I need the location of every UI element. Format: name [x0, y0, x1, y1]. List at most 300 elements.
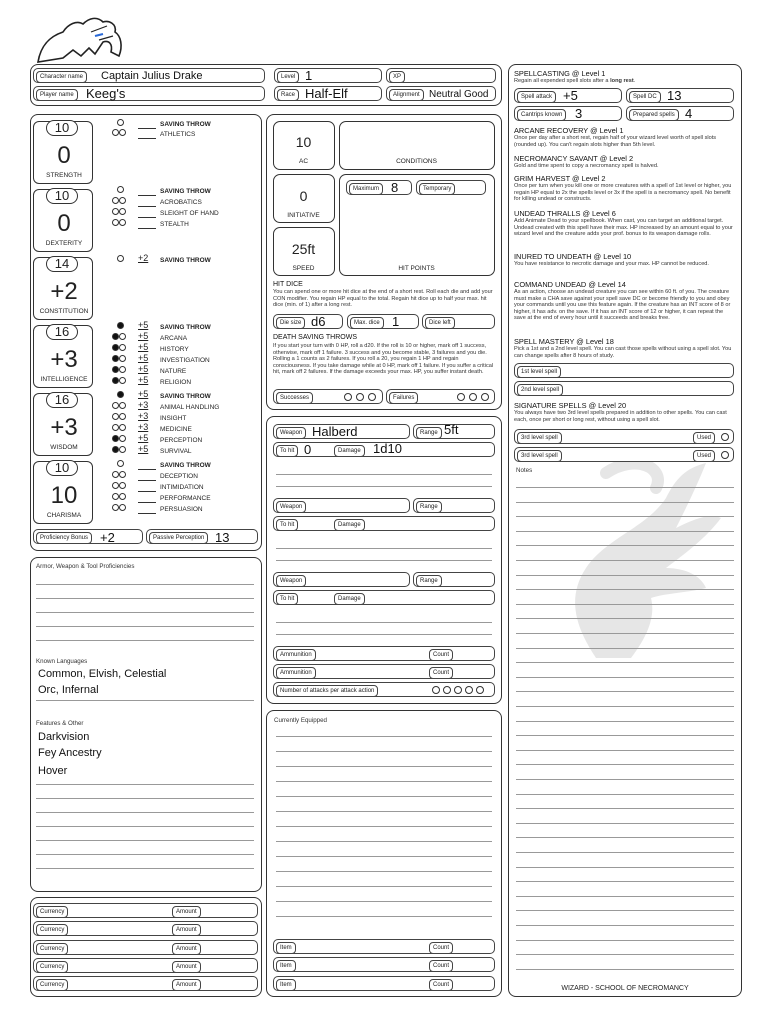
grim-harvest-text: Once per turn when you kill one or more creatures with a spell of 1st level or higher, you regain HP equal to 2x the spells level or 3x if the spell is a necromancy spell. No benefit for killing undead or constructs. [514, 183, 732, 203]
ammunition-2-field[interactable] [273, 664, 495, 679]
command-undead-title: COMMAND UNDEAD @ Level 14 [514, 280, 626, 289]
spellcasting-subtitle [514, 78, 734, 85]
weapon-note-line[interactable] [276, 486, 492, 487]
failure-circle[interactable] [481, 393, 489, 401]
language-line-1: Common, Elvish, Celestial [38, 668, 167, 680]
tohit-3-field[interactable] [273, 590, 495, 605]
survival-dots[interactable] [112, 446, 126, 453]
feature-line[interactable] [36, 854, 254, 855]
notes-line[interactable] [516, 764, 734, 765]
notes-line[interactable] [516, 531, 734, 532]
grim-harvest-title: GRIM HARVEST @ Level 2 [514, 174, 606, 183]
count-label: Count [429, 667, 453, 679]
attacks-field[interactable] [273, 682, 495, 697]
first-level-spell-field[interactable] [514, 363, 734, 378]
character-name-field[interactable] [33, 68, 265, 83]
hp-maximum-value: 8 [391, 180, 399, 195]
race-field[interactable] [274, 86, 382, 101]
spell-dc-field[interactable] [626, 88, 734, 103]
dex-saving-throw: SAVING THROW [160, 188, 211, 195]
charisma-label: CHARISMA [46, 512, 82, 519]
attack-circle[interactable] [454, 686, 462, 694]
race-label: Race [277, 89, 299, 101]
constitution-modifier: +2 [50, 278, 78, 305]
charisma-score[interactable]: 10 [46, 460, 78, 476]
prepared-field[interactable] [626, 106, 734, 121]
amount-label: Amount [172, 961, 201, 973]
equipment-line[interactable] [276, 736, 492, 737]
spell-dc-value: 13 [667, 88, 682, 103]
spellcasting-subtitle-end: . [633, 78, 636, 84]
ac-label: AC [298, 158, 309, 165]
arcana-dots[interactable] [112, 333, 126, 340]
hp-temporary-field[interactable] [416, 180, 486, 195]
currency-row[interactable] [33, 958, 258, 973]
dice-left-label: Dice left [425, 317, 455, 329]
equipment-line[interactable] [276, 901, 492, 902]
weapon-1-name: Halberd [312, 424, 358, 439]
skill-religion: RELIGION [160, 379, 192, 386]
skill-animal-handling: ANIMAL HANDLING [160, 404, 220, 411]
initiative-label: INITIATIVE [287, 212, 320, 219]
hit-points-box[interactable] [339, 174, 495, 276]
notes-line[interactable] [516, 779, 734, 780]
currently-equipped-label: Currently Equipped [274, 717, 327, 724]
notes-line[interactable] [516, 502, 734, 503]
count-label: Count [429, 649, 453, 661]
max-dice-value: 1 [392, 314, 400, 329]
alignment-label: Alignment [389, 89, 424, 101]
currency-row[interactable] [33, 976, 258, 991]
skill-persuasion: PERSUASION [160, 506, 203, 513]
initiative-box[interactable] [273, 174, 335, 223]
skill-acrobatics: ACROBATICS [160, 199, 202, 206]
religion-dots[interactable] [112, 377, 126, 384]
level-field[interactable] [274, 68, 382, 83]
feature-line-3: Hover [38, 765, 68, 777]
dex-save-dot[interactable] [117, 186, 124, 193]
spellcasting-subtitle-start: Regain all expended spell slots after a [514, 78, 611, 84]
notes-line[interactable] [516, 794, 734, 795]
prepared-value: 4 [685, 106, 693, 121]
equipment-line[interactable] [276, 856, 492, 857]
spell-attack-field[interactable] [514, 88, 622, 103]
str-saving-throw: SAVING THROW [160, 121, 211, 128]
notes-line[interactable] [516, 954, 734, 955]
insight-dots[interactable] [112, 413, 126, 420]
hp-maximum-field[interactable] [346, 180, 412, 195]
intelligence-box [33, 325, 93, 388]
intelligence-score[interactable]: 16 [46, 324, 78, 340]
notes-line[interactable] [516, 648, 734, 649]
cantrips-value: 3 [575, 106, 583, 121]
feature-line-1: Darkvision [38, 731, 90, 743]
necromancy-savant-title: NECROMANCY SAVANT @ Level 2 [514, 154, 634, 163]
ammunition-label: Ammunition [276, 667, 316, 679]
investigation-dots[interactable] [112, 355, 126, 362]
notes-line[interactable] [516, 969, 734, 970]
range-label: Range [416, 575, 442, 587]
max-dice-label: Max. dice [350, 317, 384, 329]
nature-value: +5 [138, 364, 149, 374]
intelligence-modifier: +3 [50, 346, 78, 373]
skill-athletics: ATHLETICS [160, 131, 196, 138]
survival-value: +5 [138, 444, 149, 454]
success-circle[interactable] [368, 393, 376, 401]
damage-label: Damage [334, 593, 365, 605]
weapon-label: Weapon [276, 575, 306, 587]
skill-nature: NATURE [160, 368, 187, 375]
notes-line[interactable] [516, 560, 734, 561]
max-dice-field[interactable] [347, 314, 419, 329]
cantrips-label: Cantrips known [517, 109, 566, 121]
equipment-line[interactable] [276, 871, 492, 872]
dexterity-label: DEXTERITY [45, 240, 83, 247]
proficiency-line[interactable] [36, 626, 254, 627]
death-saves-text: If you start your turn with 0 HP, roll a d20. If the roll is 10 or higher, mark off 1 success, otherwise, mark off 1 failure. 3 success and you become stable, 3 failures and you die. Rolling a 1 counts as 2 failures. If you roll a 20, you regain 1 HP and regain consciousness. If you take damage while at 0 HP, mark off 1 failure. If you suffer a critical hit, mark off 2 failures. If the damage exceeds your max. HP, you suffer instant death. [273, 343, 494, 376]
notes-line[interactable] [516, 837, 734, 838]
notes-line[interactable] [516, 487, 734, 488]
proficiency-line[interactable] [36, 598, 254, 599]
arcane-recovery-title: ARCANE RECOVERY @ Level 1 [514, 126, 624, 135]
character-name-value: Captain Julius Drake [101, 70, 203, 82]
attack-circle[interactable] [443, 686, 451, 694]
level-label: Level [277, 71, 299, 83]
spell-attack-value: +5 [563, 88, 578, 103]
race-value: Half-Elf [305, 86, 348, 101]
weapon-label: Weapon [276, 427, 306, 439]
range-3-field[interactable] [413, 572, 495, 587]
notes-line[interactable] [516, 691, 734, 692]
skill-perception: PERCEPTION [160, 437, 203, 444]
die-size-value: d6 [311, 314, 326, 329]
death-saves-title: DEATH SAVING THROWS [273, 334, 358, 341]
death-failures-field[interactable] [386, 389, 495, 404]
equipment-line[interactable] [276, 781, 492, 782]
wisdom-score[interactable]: 16 [46, 392, 78, 408]
notes-line[interactable] [516, 910, 734, 911]
notes-line[interactable] [516, 618, 734, 619]
notes-line[interactable] [516, 721, 734, 722]
ac-box[interactable] [273, 121, 335, 170]
weapon-note-line[interactable] [276, 474, 492, 475]
equipment-line[interactable] [276, 766, 492, 767]
range-1-value: 5ft [444, 422, 459, 437]
failure-circle[interactable] [469, 393, 477, 401]
currency-row[interactable] [33, 940, 258, 955]
die-size-label: Die size [276, 317, 305, 329]
tohit-1-value: 0 [304, 442, 312, 457]
acrobatics-dots[interactable] [112, 197, 126, 204]
amount-label: Amount [172, 924, 201, 936]
int-save-value: +5 [138, 320, 149, 330]
tohit-label: To hit [276, 593, 298, 605]
third-level-spell-label: 3rd level spell [517, 432, 562, 444]
skill-stealth: STEALTH [160, 221, 189, 228]
dragon-logo-icon [33, 14, 128, 66]
dexterity-box [33, 189, 93, 252]
spell-mastery-text: Pick a 1st and a 2nd level spell. You can cast those spells without using a spell slot. You can change spells after 8 hours of study. [514, 346, 732, 359]
notes-line[interactable] [516, 589, 734, 590]
skill-history: HISTORY [160, 346, 189, 353]
damage-label: Damage [334, 519, 365, 531]
proficiency-line[interactable] [36, 584, 254, 585]
notes-line[interactable] [516, 677, 734, 678]
notes-line[interactable] [516, 706, 734, 707]
notes-line[interactable] [516, 735, 734, 736]
notes-line[interactable] [516, 881, 734, 882]
feature-line[interactable] [36, 826, 254, 827]
notes-line[interactable] [516, 633, 734, 634]
currency-label: Currency [36, 961, 68, 973]
arcana-value: +5 [138, 331, 149, 341]
used-circle[interactable] [721, 451, 729, 459]
spell-attack-label: Spell attack [517, 91, 556, 103]
ammunition-1-field[interactable] [273, 646, 495, 661]
notes-line[interactable] [516, 867, 734, 868]
conditions-box[interactable] [339, 121, 495, 170]
third-level-spell-1-field[interactable] [514, 429, 734, 444]
currency-row[interactable] [33, 921, 258, 936]
cha-save-dot[interactable] [117, 460, 124, 467]
failures-label: Failures [389, 392, 418, 404]
wis-saving-throw: SAVING THROW [160, 393, 211, 400]
notes-line[interactable] [516, 925, 734, 926]
success-circle[interactable] [344, 393, 352, 401]
wis-save-dot[interactable] [117, 391, 124, 398]
attack-circle[interactable] [465, 686, 473, 694]
currency-label: Currency [36, 924, 68, 936]
weapon-note-line[interactable] [276, 622, 492, 623]
speed-box[interactable] [273, 227, 335, 276]
initiative-value: 0 [299, 188, 308, 204]
tohit-2-field[interactable] [273, 516, 495, 531]
strength-box [33, 121, 93, 184]
ammunition-label: Ammunition [276, 649, 316, 661]
sleight-dots[interactable] [112, 208, 126, 215]
equipment-line[interactable] [276, 796, 492, 797]
language-line-2: Orc, Infernal [38, 684, 99, 696]
notes-line[interactable] [516, 604, 734, 605]
weapon-note-line[interactable] [276, 634, 492, 635]
hit-dice-text: You can spend one or more hit dice at the end of a short rest. Roll each die and add your CON modifier. You regain HP equal to the total. Regain hit dice up to half your max. hit dice (min. of 1) after a long rest. [273, 289, 493, 309]
persuasion-dots[interactable] [112, 504, 126, 511]
skill-medicine: MEDICINE [160, 426, 192, 433]
notes-line[interactable] [516, 545, 734, 546]
notes-line[interactable] [516, 940, 734, 941]
languages-label: Known Languages [36, 658, 88, 665]
cantrips-field[interactable] [514, 106, 622, 121]
undead-thralls-text: Add Animate Dead to your spellbook. When cast, you can target an additional target. Undead created with this spell have their max. HP increased by an amount equal to your wizard level and the creature adds your prof. bonus to its weapon damage rolls. [514, 218, 733, 238]
player-name-value: Keeg's [86, 86, 126, 101]
weapon-note-line[interactable] [276, 560, 492, 561]
signature-spells-text: You always have two 3rd level spells prepared in addition to other spells. You can cast each, once per short or long rest, without using a spell slot. [514, 410, 727, 423]
equipment-line[interactable] [276, 826, 492, 827]
feature-line[interactable] [36, 868, 254, 869]
skill-insight: INSIGHT [160, 415, 187, 422]
hit-dice-title: HIT DICE [273, 281, 303, 288]
spell-dc-label: Spell DC [629, 91, 661, 103]
spellcasting-subtitle-bold: long rest [610, 78, 634, 84]
third-level-spell-2-field[interactable] [514, 447, 734, 462]
int-save-dot[interactable] [117, 322, 124, 329]
deception-dots[interactable] [112, 471, 126, 478]
animal-handling-dots[interactable] [112, 402, 126, 409]
perception-value: +5 [138, 433, 149, 443]
feature-line[interactable] [36, 798, 254, 799]
undead-thralls-title: UNDEAD THRALLS @ Level 6 [514, 209, 616, 218]
inured-title: INURED TO UNDEATH @ Level 10 [514, 252, 632, 261]
passive-perception-label: Passive Perception [149, 532, 208, 544]
intimidation-dots[interactable] [112, 482, 126, 489]
strength-modifier: 0 [57, 142, 71, 169]
wis-save-value: +5 [138, 389, 149, 399]
player-name-label: Player name [36, 89, 78, 101]
inured-text: You have resistance to necrotic damage and your max. HP cannot be reduced. [514, 261, 709, 267]
wisdom-label: WISDOM [50, 444, 78, 451]
notes-line[interactable] [516, 808, 734, 809]
constitution-score[interactable]: 14 [46, 256, 78, 272]
alignment-field[interactable] [386, 86, 496, 101]
intelligence-label: INTELLIGENCE [40, 376, 88, 383]
weapon-label: Weapon [276, 501, 306, 513]
charisma-box [33, 461, 93, 524]
weapon-note-line[interactable] [276, 548, 492, 549]
stealth-dots[interactable] [112, 219, 126, 226]
proficiency-bonus-field[interactable] [33, 529, 143, 544]
first-level-spell-label: 1st level spell [517, 366, 561, 378]
prepared-label: Prepared spells [629, 109, 679, 121]
range-2-field[interactable] [413, 498, 495, 513]
con-save-dot[interactable] [117, 255, 124, 262]
amount-label: Amount [172, 906, 201, 918]
equipment-line[interactable] [276, 751, 492, 752]
insight-value: +3 [138, 411, 149, 421]
currency-label: Currency [36, 943, 68, 955]
dexterity-score[interactable]: 10 [46, 188, 78, 204]
equipment-line[interactable] [276, 811, 492, 812]
equipment-line[interactable] [276, 886, 492, 887]
feature-line[interactable] [36, 812, 254, 813]
proficiency-line[interactable] [36, 612, 254, 613]
tohit-1-field[interactable] [273, 442, 495, 457]
equipment-line[interactable] [276, 916, 492, 917]
tohit-label: To hit [276, 519, 298, 531]
spell-mastery-title: SPELL MASTERY @ Level 18 [514, 337, 614, 346]
proficiencies-label: Armor, Weapon & Tool Proficiencies [36, 563, 135, 570]
medicine-dots[interactable] [112, 424, 126, 431]
notes-line[interactable] [516, 516, 734, 517]
currency-row[interactable] [33, 903, 258, 918]
notes-line[interactable] [516, 662, 734, 663]
weapon-1-field[interactable] [273, 424, 410, 439]
item-row[interactable] [273, 939, 495, 954]
weapon-2-field[interactable] [273, 498, 410, 513]
attack-circle[interactable] [476, 686, 484, 694]
notes-line[interactable] [516, 575, 734, 576]
character-name-label: Character name [36, 71, 87, 83]
success-circle[interactable] [356, 393, 364, 401]
notes-line[interactable] [516, 823, 734, 824]
amount-label: Amount [172, 943, 201, 955]
amount-label: Amount [172, 979, 201, 991]
weapon-3-field[interactable] [273, 572, 410, 587]
con-saving-throw: SAVING THROW [160, 257, 211, 264]
damage-label: Damage [334, 445, 365, 457]
xp-label: XP [389, 71, 405, 83]
death-successes-field[interactable] [273, 389, 383, 404]
strength-label: STRENGTH [46, 172, 82, 179]
count-label: Count [429, 942, 453, 954]
features-label: Features & Other [36, 720, 84, 727]
proficiency-line[interactable] [36, 640, 254, 641]
ac-value: 10 [295, 134, 312, 150]
damage-1-value: 1d10 [373, 441, 402, 456]
feature-line-2: Fey Ancestry [38, 747, 102, 759]
strength-score[interactable]: 10 [46, 120, 78, 136]
count-label: Count [429, 960, 453, 972]
hit-points-label: HIT POINTS [398, 265, 435, 272]
athletics-dots[interactable] [112, 129, 126, 136]
xp-field[interactable] [386, 68, 496, 83]
arcane-recovery-text: Once per day after a short rest, regain half of your wizard level worth of spell slots (rounded up). You can't regain slots higher than 5th level. [514, 135, 717, 148]
item-row[interactable] [273, 976, 495, 991]
speed-label: SPEED [292, 265, 315, 272]
notes-line[interactable] [516, 896, 734, 897]
constitution-box [33, 257, 93, 320]
equipment-line[interactable] [276, 841, 492, 842]
notes-line[interactable] [516, 750, 734, 751]
range-label: Range [416, 501, 442, 513]
skill-intimidation: INTIMIDATION [160, 484, 204, 491]
nature-dots[interactable] [112, 366, 126, 373]
signature-spells-title: SIGNATURE SPELLS @ Level 20 [514, 401, 627, 410]
skill-survival: SURVIVAL [160, 448, 192, 455]
used-circle[interactable] [721, 433, 729, 441]
str-save-dot[interactable] [117, 119, 124, 126]
wisdom-box [33, 393, 93, 456]
perception-dots[interactable] [112, 435, 126, 442]
die-size-field[interactable] [273, 314, 343, 329]
command-undead-text: As an action, choose an undead creature you can see within 60 ft. of you. The creature must make a CHA save against your spell save DC or become friendly to you and obey your commands until you use this feature again. If the creature has an INT score of 8 or higher, it has adv. on the save. If it has an INT score of 12 or higher, it can repeat the save at the end of every hour until it succeeds and breaks free. [514, 289, 731, 322]
successes-label: Successes [276, 392, 313, 404]
item-row[interactable] [273, 957, 495, 972]
passive-perception-field[interactable] [146, 529, 258, 544]
con-save-value: +2 [138, 253, 149, 263]
item-label: Item [276, 960, 296, 972]
language-line[interactable] [36, 700, 254, 701]
feature-line[interactable] [36, 840, 254, 841]
attack-circle[interactable] [432, 686, 440, 694]
performance-dots[interactable] [112, 493, 126, 500]
player-name-field[interactable] [33, 86, 265, 101]
feature-line[interactable] [36, 784, 254, 785]
failure-circle[interactable] [457, 393, 465, 401]
range-label: Range [416, 427, 442, 439]
religion-value: +5 [138, 375, 149, 385]
dice-left-field[interactable] [422, 314, 495, 329]
second-level-spell-field[interactable] [514, 381, 734, 396]
necromancy-savant-text: Gold and time spent to copy a necromancy spell is halved. [514, 163, 659, 169]
range-1-field[interactable] [413, 424, 495, 439]
skill-performance: PERFORMANCE [160, 495, 211, 502]
medicine-value: +3 [138, 422, 149, 432]
proficiency-bonus-value: +2 [100, 530, 115, 545]
notes-line[interactable] [516, 852, 734, 853]
speed-value: 25ft [291, 241, 316, 257]
history-dots[interactable] [112, 344, 126, 351]
used-label: Used [693, 450, 715, 462]
